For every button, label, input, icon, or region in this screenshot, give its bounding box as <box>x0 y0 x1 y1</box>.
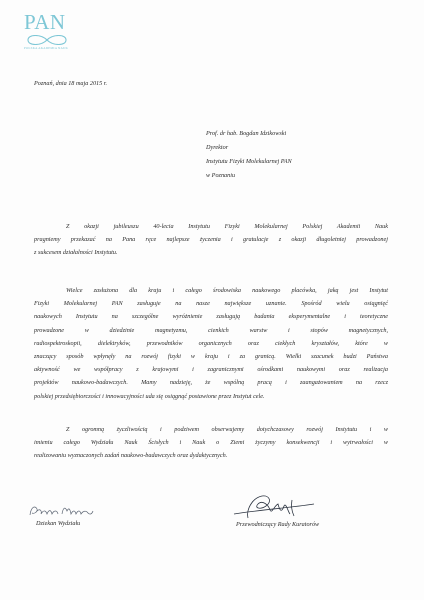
chairman-caption: Przewodniczący Rady Kuratorów <box>236 521 320 528</box>
text-line: radiospektroskopii, dielektryków, przewodników organicznych oraz ciekłych kryształów, które w <box>34 339 388 347</box>
logo-text: PAN <box>24 10 66 34</box>
recipient-institution: Instytutu Fizyki Molekularnej PAN <box>206 158 292 165</box>
text-line: projektów naukowo-badawczych. Mamy nadzieję, że wspólną pracą i zaangażowaniem na rzecz <box>34 379 388 387</box>
text-line: Z ogromną życzliwością i podziwem obserwujemy dotychczasowy rozwój Instytutu i w <box>66 426 388 433</box>
dean-caption: Dziekan Wydziału <box>36 520 81 527</box>
place-date: Poznań, dnia 18 maja 2015 r. <box>34 80 108 87</box>
recipient-title: Dyrektor <box>206 144 229 151</box>
paragraph-wishes <box>34 423 388 463</box>
text-line: z sukcesem działalności Instytutu. <box>34 249 118 257</box>
pan-logo <box>24 12 72 50</box>
text-line: Fizyki Molekularnej PAN zasługuje na nasze największe uznanie. Spośród wielu osiągnięć <box>34 300 388 308</box>
signature-chairman <box>228 490 388 527</box>
recipient-block <box>206 127 292 183</box>
paragraph-achievements <box>34 284 388 403</box>
infinity-icon <box>24 35 70 45</box>
text-line: aktywność we współpracy z krajowymi i zagranicznymi ośrodkami naukowymi oraz realizacja <box>34 366 388 374</box>
handwritten-signature <box>26 502 96 520</box>
logo-subtitle: POLSKA AKADEMIA NAUK <box>24 46 69 50</box>
text-line: znaczący sposób wpłynęły na rozwój fizyki w kraju i za granicą. Wielki szacunek budzi Państwa <box>34 353 388 361</box>
handwritten-signature <box>228 490 318 522</box>
recipient-city: w Poznaniu <box>206 172 236 179</box>
text-line: imieniu całego Wydziału Nauk Ścisłych i Nauk o Ziemi życzymy konsekwencji i wytrwałości w <box>34 439 388 447</box>
text-line: prowadzone w dziedzinie magnetyzmu, cienkich warstw i stopów magnetycznych, <box>34 326 388 334</box>
text-line: naukowych Instytutu na szczególne wyróżnienie zasługują badania eksperymentalne i teoretyczne <box>34 313 388 321</box>
recipient-name: Prof. dr hab. Bogdan Idzikowski <box>206 130 287 137</box>
paragraph-greeting <box>34 220 388 260</box>
text-line: polskiej przedsiębiorczości i innowacyjności uda się osiągnąć postawione przez Instytut cele. <box>34 392 265 400</box>
text-line: realizowaniu wyznaczonych zadań naukowo-badawczych oraz dydaktycznych. <box>34 452 228 460</box>
text-line: Wielce zasłużona dla kraju i całego środowiska naukowego placówka, jaką jest Instytut <box>66 287 388 294</box>
text-line: Z okazji jubileuszu 40-lecia Instytutu Fizyki Molekularnej Polskiej Akademii Nauk <box>66 223 388 230</box>
text-line: pragniemy przekazać na Pana ręce najlepsze życzenia i gratulacje z okazji długoletniej prowadzonej <box>34 236 388 244</box>
signature-dean <box>26 502 116 525</box>
